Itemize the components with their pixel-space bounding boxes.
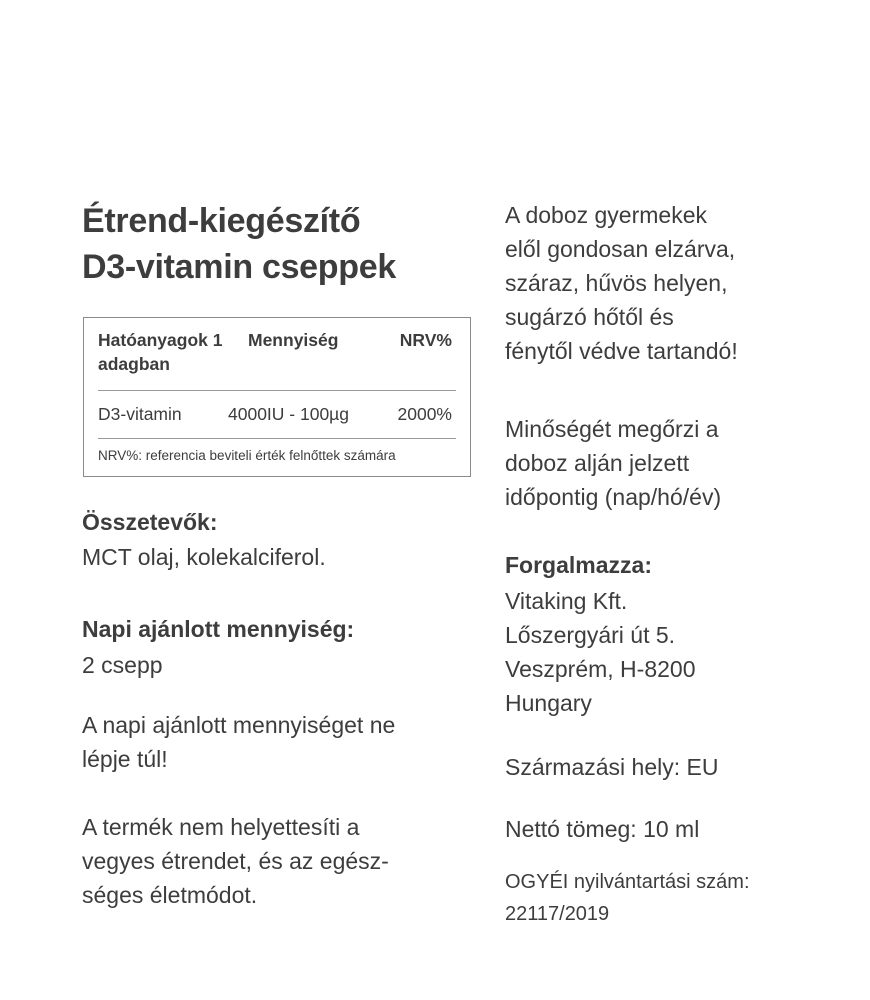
- origin-text: Származási hely: EU: [505, 754, 719, 780]
- storage-line: száraz, hűvös helyen,: [505, 270, 728, 296]
- distributor-line: Lőszergyári út 5.: [505, 622, 676, 648]
- header-amount: Mennyiség: [248, 330, 339, 350]
- ingredients-text: MCT olaj, kolekalciferol.: [82, 544, 326, 570]
- storage-instructions: [505, 198, 738, 368]
- expiry-info: [505, 412, 721, 514]
- disclaimer-line-2: vegyes étrendet, és az egész-: [82, 848, 389, 874]
- disclaimer-text: [82, 810, 389, 912]
- warning-line-1: A napi ajánlott mennyiséget ne: [82, 712, 396, 738]
- expiry-line: időpontig (nap/hó/év): [505, 484, 722, 510]
- table-divider: [98, 390, 456, 391]
- header-active-ingredients: Hatóanyagok 1 adagban: [98, 330, 223, 374]
- storage-line: A doboz gyermekek: [505, 202, 708, 228]
- distributor-line: Vitaking Kft.: [505, 588, 628, 614]
- distributor-line: Veszprém, H-8200: [505, 656, 696, 682]
- distributor-address: [505, 584, 695, 720]
- registration-number: 22117/2019: [505, 903, 610, 925]
- row-name: D3-vitamin: [98, 404, 182, 424]
- row-amount: 4000IU - 100µg: [228, 404, 349, 424]
- title-line-2: D3-vitamin cseppek: [82, 248, 396, 286]
- registration-label: OGYÉI nyilvántartási szám:: [505, 871, 750, 893]
- table-footnote: NRV%: referencia beviteli érték felnőttek számára: [98, 448, 396, 463]
- product-title: [82, 198, 396, 290]
- dose-heading: Napi ajánlott mennyiség:: [82, 616, 355, 642]
- disclaimer-line-1: A termék nem helyettesíti a: [82, 814, 360, 840]
- header-nrv: NRV%: [399, 330, 452, 350]
- distributor-heading: Forgalmazza:: [505, 552, 652, 578]
- table-divider: [98, 438, 456, 439]
- warning-line-2: lépje túl!: [82, 746, 168, 772]
- expiry-line: Minőségét megőrzi a: [505, 416, 719, 442]
- nutrition-table: [83, 317, 471, 477]
- registration-info: [505, 866, 750, 930]
- expiry-line: doboz alján jelzett: [505, 450, 690, 476]
- net-weight-text: Nettó tömeg: 10 ml: [505, 816, 700, 842]
- row-nrv: 2000%: [397, 404, 452, 424]
- distributor-line: Hungary: [505, 690, 592, 716]
- storage-line: elől gondosan elzárva,: [505, 236, 736, 262]
- ingredients-heading: Összetevők:: [82, 509, 218, 535]
- warning-text: [82, 708, 395, 776]
- disclaimer-line-3: séges életmódot.: [82, 882, 258, 908]
- title-line-1: Étrend-kiegészítő: [82, 202, 361, 240]
- storage-line: sugárzó hőtől és: [505, 304, 674, 330]
- dose-text: 2 csepp: [82, 652, 163, 678]
- storage-line: fénytől védve tartandó!: [505, 338, 738, 364]
